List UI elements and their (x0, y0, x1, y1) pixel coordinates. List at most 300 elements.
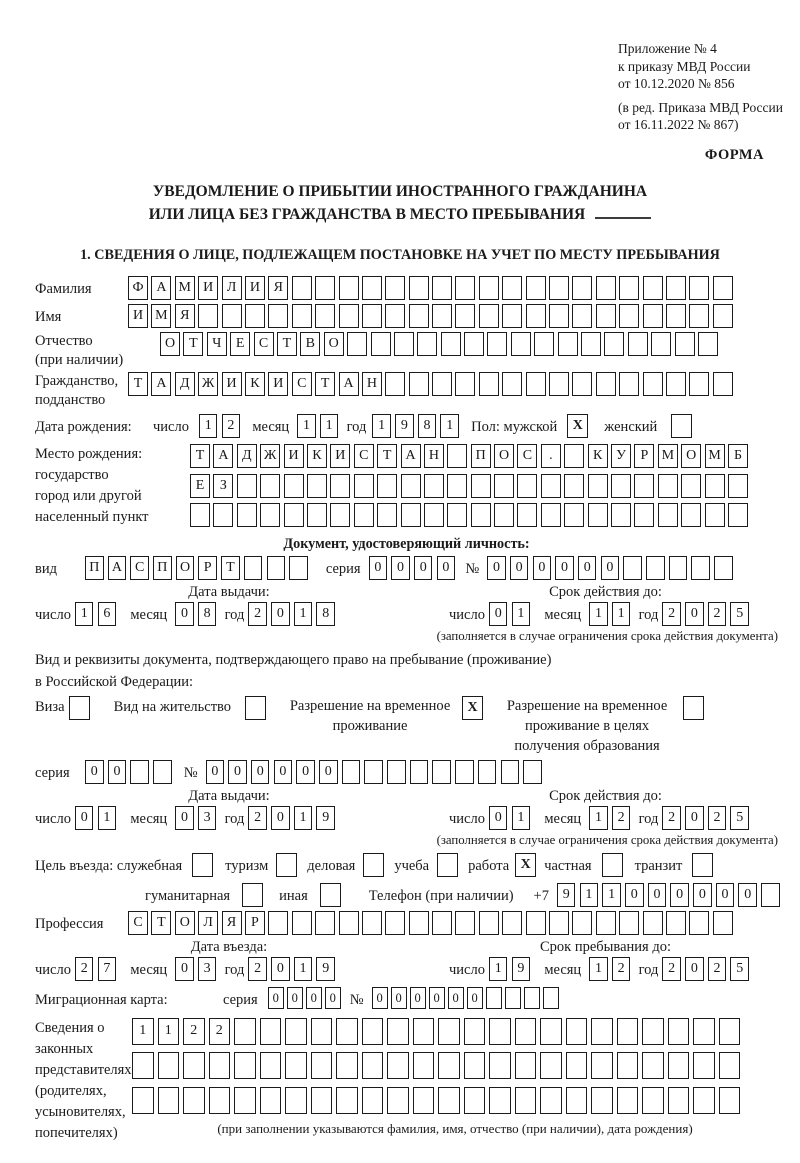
char-box[interactable]: Я (175, 304, 195, 328)
purpose-study-checkbox[interactable] (437, 853, 458, 877)
char-box[interactable] (387, 1087, 409, 1114)
char-box[interactable]: К (588, 444, 608, 468)
char-box[interactable] (432, 372, 452, 396)
char-box[interactable]: 9 (316, 806, 335, 830)
char-box[interactable]: 8 (418, 414, 437, 438)
char-box[interactable] (336, 1087, 358, 1114)
char-box[interactable]: 2 (662, 602, 681, 626)
char-box[interactable]: Т (151, 911, 171, 935)
char-box[interactable] (377, 503, 397, 527)
char-box[interactable] (132, 1052, 154, 1079)
char-box[interactable]: В (300, 332, 320, 356)
char-box[interactable] (387, 1052, 409, 1079)
char-box[interactable] (385, 304, 405, 328)
char-box[interactable] (581, 332, 601, 356)
char-box[interactable]: 0 (175, 957, 194, 981)
char-box[interactable] (424, 503, 444, 527)
char-box[interactable] (198, 304, 218, 328)
char-box[interactable] (311, 1018, 333, 1045)
char-box[interactable] (719, 1087, 741, 1114)
char-box[interactable] (728, 474, 748, 498)
char-box[interactable] (424, 474, 444, 498)
char-box[interactable] (183, 1087, 205, 1114)
char-box[interactable] (244, 556, 263, 580)
char-box[interactable]: 0 (85, 760, 104, 784)
char-box[interactable]: 0 (685, 957, 704, 981)
char-box[interactable] (681, 503, 701, 527)
char-box[interactable]: Ж (260, 444, 280, 468)
char-box[interactable]: 0 (287, 987, 303, 1009)
temp-residence-edu-checkbox[interactable] (683, 696, 704, 720)
char-box[interactable] (658, 503, 678, 527)
char-box[interactable] (719, 1052, 741, 1079)
char-box[interactable] (432, 276, 452, 300)
char-box[interactable]: 5 (730, 957, 749, 981)
char-box[interactable] (515, 1087, 537, 1114)
char-box[interactable]: М (658, 444, 678, 468)
char-box[interactable]: М (151, 304, 171, 328)
char-box[interactable]: О (176, 556, 195, 580)
char-box[interactable] (611, 474, 631, 498)
char-box[interactable] (285, 1087, 307, 1114)
char-box[interactable] (549, 304, 569, 328)
char-box[interactable] (315, 304, 335, 328)
char-box[interactable] (339, 276, 359, 300)
char-box[interactable] (447, 503, 467, 527)
char-box[interactable] (190, 503, 210, 527)
char-box[interactable] (494, 503, 514, 527)
char-box[interactable]: О (175, 911, 195, 935)
char-box[interactable]: 2 (612, 957, 631, 981)
char-box[interactable]: Т (183, 332, 203, 356)
purpose-private-checkbox[interactable] (602, 853, 623, 877)
char-box[interactable]: 0 (175, 602, 194, 626)
char-box[interactable]: Н (424, 444, 444, 468)
char-box[interactable] (234, 1052, 256, 1079)
char-box[interactable] (394, 332, 414, 356)
char-box[interactable]: 1 (199, 414, 218, 438)
char-box[interactable]: З (213, 474, 233, 498)
char-box[interactable]: Л (198, 911, 218, 935)
char-box[interactable] (617, 1087, 639, 1114)
char-box[interactable]: 2 (222, 414, 241, 438)
char-box[interactable]: Я (268, 276, 288, 300)
char-box[interactable] (479, 372, 499, 396)
char-box[interactable]: 1 (602, 883, 621, 907)
char-box[interactable]: А (151, 276, 171, 300)
char-box[interactable]: Р (634, 444, 654, 468)
char-box[interactable]: 8 (198, 602, 217, 626)
char-box[interactable] (617, 1052, 639, 1079)
char-box[interactable]: 8 (316, 602, 335, 626)
char-box[interactable] (623, 556, 642, 580)
char-box[interactable]: 1 (294, 602, 313, 626)
char-box[interactable]: 0 (685, 806, 704, 830)
char-box[interactable] (689, 911, 709, 935)
char-box[interactable] (471, 474, 491, 498)
char-box[interactable] (441, 332, 461, 356)
char-box[interactable]: А (339, 372, 359, 396)
char-box[interactable] (385, 372, 405, 396)
char-box[interactable] (479, 276, 499, 300)
char-box[interactable] (540, 1018, 562, 1045)
char-box[interactable] (409, 276, 429, 300)
char-box[interactable]: 5 (730, 806, 749, 830)
char-box[interactable]: О (681, 444, 701, 468)
char-box[interactable] (260, 503, 280, 527)
char-box[interactable] (455, 304, 475, 328)
char-box[interactable]: Д (175, 372, 195, 396)
purpose-business-checkbox[interactable] (363, 853, 384, 877)
char-box[interactable] (713, 304, 733, 328)
char-box[interactable] (237, 503, 257, 527)
char-box[interactable]: 1 (489, 957, 508, 981)
char-box[interactable]: 1 (440, 414, 459, 438)
char-box[interactable]: 0 (489, 602, 508, 626)
char-box[interactable]: 0 (271, 602, 290, 626)
char-box[interactable]: 3 (198, 806, 217, 830)
char-box[interactable] (387, 760, 406, 784)
char-box[interactable]: 1 (580, 883, 599, 907)
char-box[interactable] (489, 1052, 511, 1079)
char-box[interactable]: 1 (372, 414, 391, 438)
char-box[interactable] (689, 276, 709, 300)
char-box[interactable]: Б (728, 444, 748, 468)
char-box[interactable] (619, 304, 639, 328)
char-box[interactable] (526, 372, 546, 396)
char-box[interactable]: Е (190, 474, 210, 498)
char-box[interactable] (681, 474, 701, 498)
char-box[interactable]: 1 (589, 806, 608, 830)
char-box[interactable] (455, 372, 475, 396)
char-box[interactable] (364, 760, 383, 784)
char-box[interactable]: Ж (198, 372, 218, 396)
char-box[interactable]: О (160, 332, 180, 356)
char-box[interactable]: 0 (670, 883, 689, 907)
char-box[interactable] (158, 1052, 180, 1079)
char-box[interactable] (362, 304, 382, 328)
char-box[interactable] (534, 332, 554, 356)
char-box[interactable] (526, 276, 546, 300)
char-box[interactable] (339, 304, 359, 328)
char-box[interactable] (413, 1087, 435, 1114)
char-box[interactable]: 0 (306, 987, 322, 1009)
char-box[interactable] (540, 1052, 562, 1079)
char-box[interactable]: . (541, 444, 561, 468)
char-box[interactable] (596, 372, 616, 396)
char-box[interactable] (455, 760, 474, 784)
char-box[interactable]: Т (377, 444, 397, 468)
char-box[interactable]: Д (237, 444, 257, 468)
char-box[interactable] (401, 503, 421, 527)
char-box[interactable] (464, 1018, 486, 1045)
char-box[interactable]: Е (230, 332, 250, 356)
char-box[interactable] (336, 1018, 358, 1045)
char-box[interactable]: 9 (316, 957, 335, 981)
char-box[interactable] (658, 474, 678, 498)
char-box[interactable]: Т (315, 372, 335, 396)
char-box[interactable]: С (354, 444, 374, 468)
char-box[interactable] (438, 1018, 460, 1045)
char-box[interactable]: Я (222, 911, 242, 935)
char-box[interactable]: Н (362, 372, 382, 396)
char-box[interactable] (540, 1087, 562, 1114)
char-box[interactable] (183, 1052, 205, 1079)
char-box[interactable] (455, 276, 475, 300)
char-box[interactable] (502, 304, 522, 328)
char-box[interactable] (153, 760, 172, 784)
char-box[interactable]: 0 (391, 987, 407, 1009)
char-box[interactable] (432, 911, 452, 935)
char-box[interactable] (387, 1018, 409, 1045)
char-box[interactable] (591, 1018, 613, 1045)
char-box[interactable] (209, 1087, 231, 1114)
char-box[interactable]: 0 (251, 760, 270, 784)
char-box[interactable] (549, 276, 569, 300)
char-box[interactable] (315, 911, 335, 935)
char-box[interactable] (336, 1052, 358, 1079)
char-box[interactable]: 9 (395, 414, 414, 438)
char-box[interactable] (666, 304, 686, 328)
char-box[interactable] (643, 276, 663, 300)
char-box[interactable]: 0 (271, 806, 290, 830)
char-box[interactable] (362, 1052, 384, 1079)
char-box[interactable] (130, 760, 149, 784)
char-box[interactable]: 0 (437, 556, 456, 580)
char-box[interactable] (604, 332, 624, 356)
male-checkbox[interactable]: X (567, 414, 588, 438)
char-box[interactable]: 2 (612, 806, 631, 830)
char-box[interactable]: 2 (708, 806, 727, 830)
char-box[interactable]: 2 (248, 602, 267, 626)
char-box[interactable]: П (85, 556, 104, 580)
char-box[interactable]: 0 (510, 556, 529, 580)
char-box[interactable] (642, 1018, 664, 1045)
char-box[interactable] (691, 556, 710, 580)
char-box[interactable]: 0 (601, 556, 620, 580)
char-box[interactable]: П (153, 556, 172, 580)
char-box[interactable] (619, 276, 639, 300)
char-box[interactable] (377, 474, 397, 498)
char-box[interactable] (362, 1087, 384, 1114)
char-box[interactable] (713, 372, 733, 396)
char-box[interactable] (385, 276, 405, 300)
char-box[interactable]: 1 (158, 1018, 180, 1045)
char-box[interactable] (566, 1087, 588, 1114)
char-box[interactable] (713, 911, 733, 935)
char-box[interactable] (643, 372, 663, 396)
char-box[interactable] (511, 332, 531, 356)
char-box[interactable]: 0 (487, 556, 506, 580)
char-box[interactable] (515, 1018, 537, 1045)
char-box[interactable] (362, 276, 382, 300)
char-box[interactable] (409, 911, 429, 935)
char-box[interactable] (524, 987, 540, 1009)
char-box[interactable]: Т (190, 444, 210, 468)
char-box[interactable]: 0 (268, 987, 284, 1009)
char-box[interactable] (455, 911, 475, 935)
char-box[interactable] (354, 474, 374, 498)
char-box[interactable] (517, 503, 537, 527)
char-box[interactable]: О (494, 444, 514, 468)
char-box[interactable]: 7 (98, 957, 117, 981)
char-box[interactable] (619, 372, 639, 396)
char-box[interactable] (693, 1018, 715, 1045)
char-box[interactable] (572, 911, 592, 935)
char-box[interactable]: 2 (209, 1018, 231, 1045)
char-box[interactable]: 0 (625, 883, 644, 907)
char-box[interactable] (362, 911, 382, 935)
temp-residence-checkbox[interactable]: X (462, 696, 483, 720)
char-box[interactable]: С (130, 556, 149, 580)
char-box[interactable] (245, 304, 265, 328)
char-box[interactable]: 2 (662, 806, 681, 830)
char-box[interactable]: 0 (578, 556, 597, 580)
char-box[interactable] (666, 911, 686, 935)
char-box[interactable]: 1 (512, 806, 531, 830)
char-box[interactable] (494, 474, 514, 498)
char-box[interactable] (489, 1018, 511, 1045)
char-box[interactable] (543, 987, 559, 1009)
char-box[interactable]: 2 (248, 957, 267, 981)
char-box[interactable] (591, 1052, 613, 1079)
char-box[interactable] (237, 474, 257, 498)
char-box[interactable]: 0 (274, 760, 293, 784)
char-box[interactable] (643, 304, 663, 328)
char-box[interactable] (486, 987, 502, 1009)
char-box[interactable]: 1 (294, 806, 313, 830)
char-box[interactable]: И (198, 276, 218, 300)
char-box[interactable]: 1 (589, 602, 608, 626)
char-box[interactable] (471, 503, 491, 527)
char-box[interactable] (447, 474, 467, 498)
char-box[interactable]: И (330, 444, 350, 468)
char-box[interactable]: 0 (555, 556, 574, 580)
purpose-tourism-checkbox[interactable] (276, 853, 297, 877)
char-box[interactable]: О (324, 332, 344, 356)
char-box[interactable] (339, 911, 359, 935)
char-box[interactable] (354, 503, 374, 527)
char-box[interactable] (541, 503, 561, 527)
char-box[interactable] (267, 556, 286, 580)
char-box[interactable] (572, 276, 592, 300)
char-box[interactable] (464, 1052, 486, 1079)
char-box[interactable]: 1 (132, 1018, 154, 1045)
char-box[interactable]: 0 (228, 760, 247, 784)
char-box[interactable]: 0 (533, 556, 552, 580)
char-box[interactable]: 5 (730, 602, 749, 626)
char-box[interactable] (330, 503, 350, 527)
char-box[interactable] (410, 760, 429, 784)
char-box[interactable]: Ф (128, 276, 148, 300)
char-box[interactable] (432, 760, 451, 784)
char-box[interactable] (642, 1087, 664, 1114)
char-box[interactable] (634, 503, 654, 527)
char-box[interactable] (330, 474, 350, 498)
char-box[interactable] (447, 444, 467, 468)
char-box[interactable] (502, 911, 522, 935)
char-box[interactable] (549, 911, 569, 935)
char-box[interactable]: 0 (693, 883, 712, 907)
char-box[interactable] (761, 883, 780, 907)
residence-permit-checkbox[interactable] (245, 696, 266, 720)
char-box[interactable]: 1 (98, 806, 117, 830)
char-box[interactable] (342, 760, 361, 784)
purpose-transit-checkbox[interactable] (692, 853, 713, 877)
char-box[interactable] (371, 332, 391, 356)
char-box[interactable] (438, 1087, 460, 1114)
char-box[interactable] (260, 1087, 282, 1114)
char-box[interactable]: А (108, 556, 127, 580)
char-box[interactable] (566, 1052, 588, 1079)
char-box[interactable] (311, 1087, 333, 1114)
char-box[interactable] (728, 503, 748, 527)
char-box[interactable]: 0 (175, 806, 194, 830)
char-box[interactable] (401, 474, 421, 498)
char-box[interactable] (668, 1052, 690, 1079)
char-box[interactable] (596, 276, 616, 300)
char-box[interactable]: 0 (414, 556, 433, 580)
char-box[interactable]: Т (221, 556, 240, 580)
char-box[interactable] (347, 332, 367, 356)
char-box[interactable] (409, 372, 429, 396)
char-box[interactable]: Т (277, 332, 297, 356)
char-box[interactable] (505, 987, 521, 1009)
char-box[interactable] (268, 911, 288, 935)
char-box[interactable]: 0 (467, 987, 483, 1009)
char-box[interactable]: 2 (708, 957, 727, 981)
char-box[interactable] (292, 911, 312, 935)
char-box[interactable] (564, 474, 584, 498)
char-box[interactable]: И (268, 372, 288, 396)
char-box[interactable] (213, 503, 233, 527)
char-box[interactable] (666, 276, 686, 300)
char-box[interactable] (713, 276, 733, 300)
char-box[interactable] (588, 503, 608, 527)
char-box[interactable] (479, 911, 499, 935)
char-box[interactable]: 0 (271, 957, 290, 981)
char-box[interactable] (596, 304, 616, 328)
char-box[interactable] (285, 1052, 307, 1079)
char-box[interactable]: 1 (589, 957, 608, 981)
char-box[interactable] (311, 1052, 333, 1079)
char-box[interactable]: И (284, 444, 304, 468)
char-box[interactable] (132, 1087, 154, 1114)
char-box[interactable] (689, 304, 709, 328)
char-box[interactable] (596, 911, 616, 935)
char-box[interactable] (307, 503, 327, 527)
char-box[interactable] (315, 276, 335, 300)
char-box[interactable] (643, 911, 663, 935)
char-box[interactable] (234, 1018, 256, 1045)
char-box[interactable] (385, 911, 405, 935)
char-box[interactable]: С (292, 372, 312, 396)
char-box[interactable]: М (705, 444, 725, 468)
char-box[interactable]: 0 (716, 883, 735, 907)
char-box[interactable] (698, 332, 718, 356)
char-box[interactable] (591, 1087, 613, 1114)
char-box[interactable] (464, 1087, 486, 1114)
char-box[interactable]: 0 (410, 987, 426, 1009)
purpose-work-checkbox[interactable]: X (515, 853, 536, 877)
char-box[interactable] (289, 556, 308, 580)
char-box[interactable] (409, 304, 429, 328)
char-box[interactable] (285, 1018, 307, 1045)
char-box[interactable] (292, 276, 312, 300)
char-box[interactable] (566, 1018, 588, 1045)
char-box[interactable]: 0 (489, 806, 508, 830)
char-box[interactable] (642, 1052, 664, 1079)
